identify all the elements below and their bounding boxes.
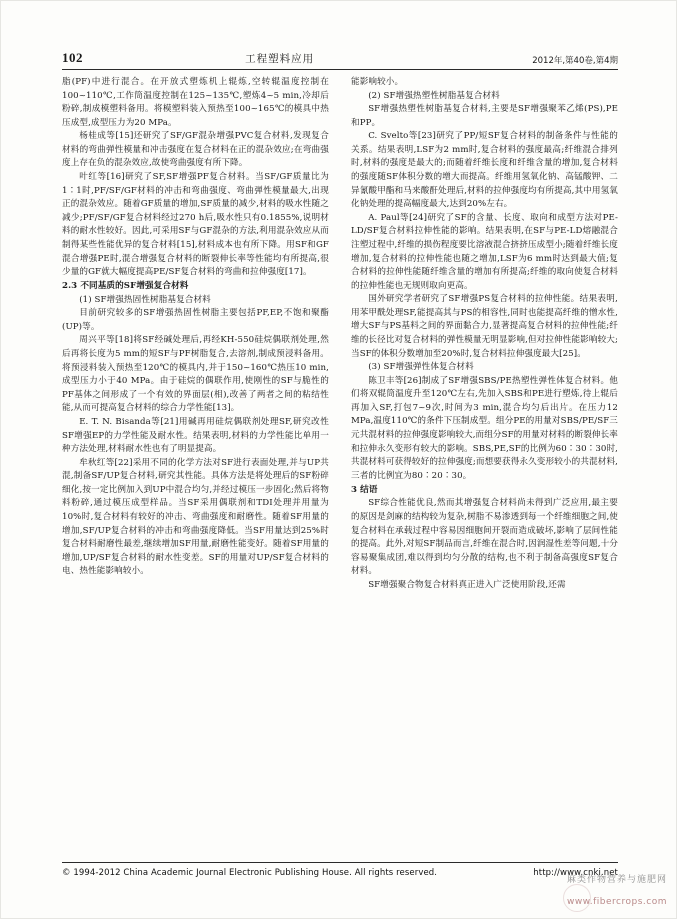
paragraph: 杨桂成等[15]还研究了SF/GF混杂增强PVC复合材料,发现复合材料的弯曲弹性模量和冲击强度在复合材料在正的混杂效应;在弯曲强度上存在负的混杂效应,故使弯曲强度有所下降。 (62, 131, 329, 169)
page-header (62, 44, 618, 70)
paragraph: 脂(PF)中进行混合。在开放式塑炼机上辊炼,空转辊温度控制在100~110℃,工作筒温度控制在125~135℃,塑炼4~5 min,冷却后粉碎,制成模塑料备用。将模塑料装入预热至100~165℃的模具中热压成型,成型压力为20 MPa。 (62, 77, 329, 128)
paragraph: SF增强聚合物复合材料真正进入广泛使用阶段,还需 (368, 579, 566, 590)
paragraph: SF增强热塑性树脂基复合材料,主要是SF增强聚苯乙烯(PS),PE和PP。 (351, 104, 618, 128)
page-body (62, 76, 618, 856)
paragraph: SF综合性能优良,然而其增强复合材料尚未得到广泛应用,最主要的原因是剑麻的结构较为复杂,树脂不易渗透到每一个纤维细胞之间,使复合材料在承载过程中容易因细胞间开裂而造成破坏,影响了层间性能的提高。此外,对短SF制品而言,纤维在混合时,因润湿性差等问题,十分容易聚集成团,难以得到均匀分散的结构,也不利于制备高强度SF复合材料。 (351, 498, 618, 577)
paragraph: A. Paul等[24]研究了SF的含量、长度、取向和成型方法对PE-LD/SF复合材料拉伸性能的影响。结果表明,在SF与PE-LD熔融混合注塑过程中,纤维的损伤程度要比溶液混合挤挤压成型小;随着纤维长度增加,复合材料的拉伸性能也随之增加,LSF为6 mm时达到最大值;复合材料的拉伸性能随纤维含量的增加有所提高;纤维的取向使复合材料的拉伸性能也无规则取向更高。 (351, 212, 618, 291)
paragraph: E. T. N. Bisanda等[21]用碱再用硅烷偶联剂处理SF,研究改性SF增强EP的力学性能及耐水性。结果表明,材料的力学性能比单用一种方法处理,材料耐水性也有了明显提高。 (62, 416, 329, 455)
subsection-heading: (2) SF增强热塑性树脂基复合材料 (368, 90, 500, 101)
watermark-url-text: www.fibercrops.com (567, 897, 667, 907)
right-column (351, 76, 618, 856)
paragraph: 陈卫丰等[26]制成了SF增强SBS/PE热塑性弹性体复合材料。他们将双辊筒温度升至120℃左右,先加入SBS和PE进行塑炼,待上辊后再加入SF,打包7~9次,时间为3 min,混合均匀后出片。在压力12 MPa,温度110℃的条件下压制成型。组分PE的用量对SBS/PE/SF三元共混材料的拉伸强度影响较大,而组分SF的用量对材料的断裂伸长率和拉伸永久变形有较大的影响。SBS,PE,SF的比例为60∶30∶30时,共混材料可获得较好的拉伸强度;而想要获得永久变形较小的共混材料,三者的比例宜为80∶20∶30。 (351, 375, 619, 481)
issue-info: 2012年,第40卷,第4期 (532, 56, 618, 66)
section-heading: 2.3 不同基质的SF增强复合材料 (62, 281, 189, 292)
paragraph: 牟秋红等[22]采用不同的化学方法对SF进行表面处理,并与UP共混,制备SF/UP复合材料,研究其性能。具体方法是将处理后的SF粉碎细化,按一定比例加入到UP中混合均匀,并经过模压一步固化;然后将物料粉碎,通过模压成型样品。当SF采用偶联剂和TDI处理并用量为10%时,复合材料有较好的冲击、弯曲强度和耐磨性。随着SF用量的增加,SF/UP复合材料的冲击和弯曲强度降低。当SF用量达到25%时复合材料耐磨性最差,继续增加SF用量,耐磨性能变好。随着SF用量的增加,UP/SF复合材料的耐水性变差。SF的用量对UP/SF复合材料的电、热性能影响较小。 (62, 457, 329, 577)
copyright-notice: © 1994-2012 China Academic Journal Electronic Publishing House. All rights reserved. (62, 868, 438, 878)
subsection-heading: (1) SF增强热固性树脂基复合材料 (79, 294, 211, 305)
paragraph: 叶红等[16]研究了SF,SF增强PF复合材料。当SF/GF质量比为1∶1时,PF/SF/GF材料的冲击和弯曲强度、弯曲弹性模量最大,出现正的混杂效应。随着GF质量的增加,SF质量的减少,材料的吸水性随之减少;PF/SF/GF复合材料经过270 h后,吸水性只有0.1855%,说明材料的耐水性较好。因此,可采用SF与GF混杂的方法,利用混杂效应从而制得某些性能优异的复合材料[15],材料成本也有所下降。用SF和GF混合增强PE时,混合增强复合材料的断裂伸长率等性能均有所提高,很少量的GF就大幅度提高PE/SF复合材料的弯曲和拉伸强度[17]。 (62, 172, 329, 278)
page-number: 102 (62, 50, 83, 65)
journal-title: 工程塑料应用 (245, 53, 315, 65)
paragraph: 国外研究学者研究了SF增强PS复合材料的拉伸性能。结果表明,用苯甲酰处理SF,能提高其与PS的相容性,同时也能提高纤维的憎水性,增大SF与PS基料之间的界面黏合力,显著提高复合材料的拉伸性能;纤维的长径比对复合材料的弹性模量无明显影响,但对拉伸性能影响较大;当SF的体积分数增加至20%时,复合材料拉伸强度最大[25]。 (351, 294, 618, 359)
footer-url[interactable]: http://www.cnki.net (533, 868, 618, 878)
paragraph: C. Svelto等[23]研究了PP/短SF复合材料的制备条件与性能的关系。结果表明,LSF为2 mm时,复合材料的强度最高;纤维混合排列时,材料的强度是最大的;而随着纤维长度和纤维含量的增加,复合材料的强度随SF体积分数的增大而提高。纤维用氢氧化钠、高锰酸钾、二异氰酸甲酯和马来酸酐处理后,材料的拉伸强度均有所提高,其中用氢氧化钠处理的提高幅度最大,达到20%左右。 (351, 131, 618, 210)
section-heading: 3 结语 (351, 484, 378, 495)
paragraph: 能影响较小。 (351, 77, 404, 87)
subsection-heading: (3) SF增强弹性体复合材料 (368, 362, 474, 373)
paragraph: 周兴平等[18]将SF经碱处理后,再经KH-550硅烷偶联剂处理,然后再将长度为5 mm的短SF与PF树脂复合,去溶剂,制成预浸料备用。将预浸料装入预热至120℃的模具内,并于150~160℃热压10 min,成型压力小于40 MPa。由于硅烷的偶联作用,使刚性的SF与脆性的PF基体之间形成了一个有效的界面层(相),改善了两者之间的粘结性能,从而可提高复合材料的综合力学性能[13]。 (62, 335, 329, 414)
watermark-chinese-text: 麻类作物营养与施肥网 (566, 875, 667, 885)
page-footer (62, 862, 618, 878)
left-column (62, 76, 329, 856)
paragraph: 目前研究较多的SF增强热固性树脂主要包括PF,EP,不饱和聚酯(UP)等。 (62, 308, 329, 332)
